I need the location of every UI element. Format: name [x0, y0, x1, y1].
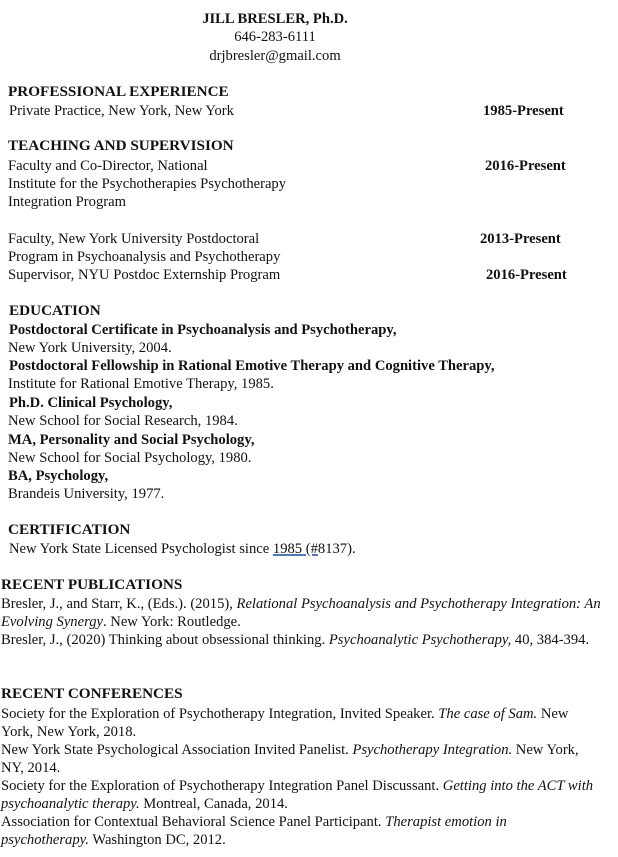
conference-suffix: New York, NY, 2014. [1, 742, 579, 776]
phone-number: 646-283-6111 [234, 29, 316, 45]
conference-item [1, 705, 601, 741]
conference-prefix: New York State Psychological Association Invited Panelist. [1, 742, 353, 758]
publication-title: Psychoanalytic Psychotherapy, [328, 632, 512, 648]
section-title-education: EDUCATION [9, 302, 101, 319]
education-school: New School for Social Research, 1984. [8, 413, 238, 429]
certification-text [9, 540, 356, 558]
certification-text-suffix: 8137). [317, 541, 356, 557]
section-title-professional-experience: PROFESSIONAL EXPERIENCE [8, 83, 229, 100]
publication-title: Relational Psychoanalysis and Psychotherapy Integration: An Evolving Synergy [1, 596, 601, 630]
conference-suffix: Montreal, Canada, 2014. [139, 796, 288, 812]
section-title-certification: CERTIFICATION [8, 521, 131, 538]
conference-item [1, 741, 601, 777]
publication-item [1, 595, 611, 631]
teaching-item-line: Integration Program [8, 194, 126, 210]
section-title-conferences: RECENT CONFERENCES [1, 685, 183, 702]
education-school: New York University, 2004. [8, 340, 172, 356]
teaching-item-line: Supervisor, NYU Postdoc Externship Program [8, 267, 281, 283]
education-degree: Ph.D. Clinical Psychology, [9, 395, 173, 411]
conference-title: The case of Sam. [438, 706, 538, 722]
certification-text-underlined: 1985 (# [272, 541, 318, 557]
experience-item-date: 1985-Present [483, 103, 564, 119]
publication-prefix: Bresler, J., and Starr, K., (Eds.). (2015), [1, 596, 237, 612]
teaching-item-date: 2016-Present [486, 267, 567, 283]
conference-suffix: Washington DC, 2012. [88, 832, 226, 848]
education-degree: Postdoctoral Certificate in Psychoanalysis and Psychotherapy, [9, 322, 397, 338]
resume-name: JILL BRESLER, Ph.D. [202, 11, 348, 27]
education-school: New School for Social Psychology, 1980. [8, 450, 252, 466]
education-school: Institute for Rational Emotive Therapy, 1985. [8, 376, 274, 392]
teaching-item-line: Program in Psychoanalysis and Psychotherapy [8, 249, 281, 265]
experience-item-text: Private Practice, New York, New York [9, 103, 234, 119]
education-school: Brandeis University, 1977. [8, 486, 165, 502]
conference-prefix: Society for the Exploration of Psychotherapy Integration, Invited Speaker. [1, 706, 439, 722]
publication-suffix: . New York: Routledge. [102, 614, 241, 630]
teaching-item-date: 2016-Present [485, 158, 566, 174]
teaching-item-line: Faculty, New York University Postdoctoral [8, 231, 260, 247]
publication-prefix: Bresler, J., (2020) Thinking about obsessional thinking. [1, 632, 329, 648]
education-degree: MA, Personality and Social Psychology, [8, 432, 255, 448]
conference-suffix: New York, New York, 2018. [1, 706, 569, 740]
conference-prefix: Society for the Exploration of Psychotherapy Integration Panel Discussant. [1, 778, 443, 794]
education-degree: Postdoctoral Fellowship in Rational Emotive Therapy and Cognitive Therapy, [9, 358, 495, 374]
publication-suffix: 40, 384-394. [511, 632, 590, 648]
conference-title: Getting into the ACT with psychoanalytic therapy. [1, 778, 594, 812]
conference-title: Therapist emotion in psychotherapy. [1, 814, 507, 848]
education-degree: BA, Psychology, [8, 468, 109, 484]
certification-text-prefix: New York State Licensed Psychologist since [9, 541, 273, 557]
teaching-item-date: 2013-Present [480, 231, 561, 247]
conference-title: Psychotherapy Integration. [352, 742, 513, 758]
email-address: drjbresler@gmail.com [209, 48, 341, 64]
conference-item [1, 813, 561, 849]
conference-item [1, 777, 615, 813]
publication-item [1, 631, 613, 649]
teaching-item-line: Institute for the Psychotherapies Psychotherapy [8, 176, 287, 192]
conference-prefix: Association for Contextual Behavioral Science Panel Participant. [1, 814, 386, 830]
teaching-item-line: Faculty and Co-Director, National [8, 158, 208, 174]
section-title-teaching: TEACHING AND SUPERVISION [8, 137, 234, 154]
section-title-publications: RECENT PUBLICATIONS [1, 576, 183, 593]
